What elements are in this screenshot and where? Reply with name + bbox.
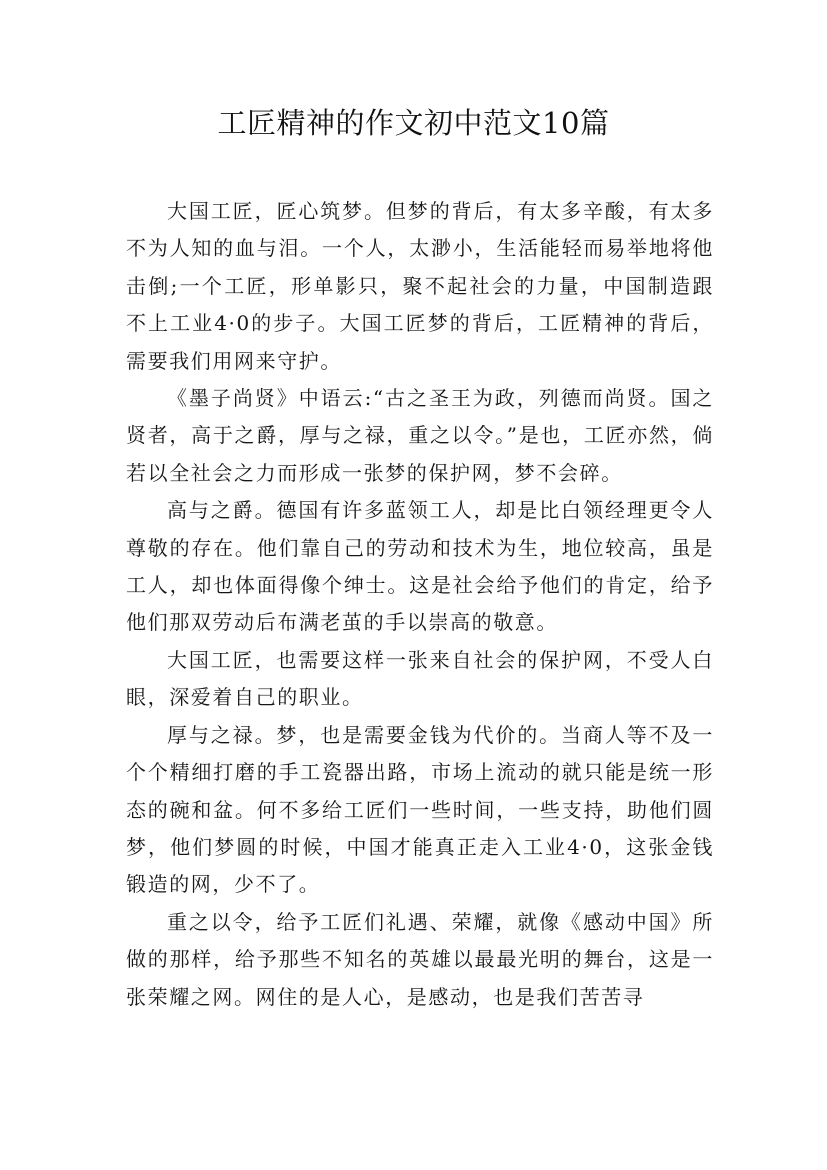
- paragraph: 厚与之禄。梦，也是需要金钱为代价的。当商人等不及一个个精细打磨的手工瓷器出路，市场上流动的就只能是统一形态的碗和盆。何不多给工匠们一些时间，一些支持，助他们圆梦，他们梦圆的时候，中国才能真正走入工业4·0，这张金钱锻造的网，少不了。: [126, 722, 714, 897]
- document-body: [126, 193, 714, 1016]
- paragraph: 《墨子尚贤》中语云:“古之圣王为政，列德而尚贤。国之贤者，高于之爵，厚与之禄，重之以令。”是也，工匠亦然，倘若以全社会之力而形成一张梦的保护网，梦不会碎。: [126, 386, 714, 485]
- paragraph: 大国工匠，匠心筑梦。但梦的背后，有太多辛酸，有太多不为人知的血与泪。一个人，太渺小，生活能轻而易举地将他击倒;一个工匠，形单影只，聚不起社会的力量，中国制造跟不上工业4·0的步子。大国工匠梦的背后，工匠精神的背后，需要我们用网来守护。: [126, 199, 714, 373]
- paragraph: 大国工匠，也需要这样一张来自社会的保护网，不受人白眼，深爱着自己的职业。: [126, 647, 714, 710]
- paragraph: 高与之爵。德国有许多蓝领工人，却是比白领经理更令人尊敬的存在。他们靠自己的劳动和技术为生，地位较高，虽是工人，却也体面得像个绅士。这是社会给予他们的肯定，给予他们那双劳动后布满老茧的手以崇高的敬意。: [126, 498, 714, 635]
- paragraph: 重之以令，给予工匠们礼遇、荣耀，就像《感动中国》所做的那样，给予那些不知名的英雄以最最光明的舞台，这是一张荣耀之网。网住的是人心，是感动，也是我们苦苦寻: [126, 909, 714, 1009]
- document-title: 工匠精神的作文初中范文10篇: [217, 106, 610, 140]
